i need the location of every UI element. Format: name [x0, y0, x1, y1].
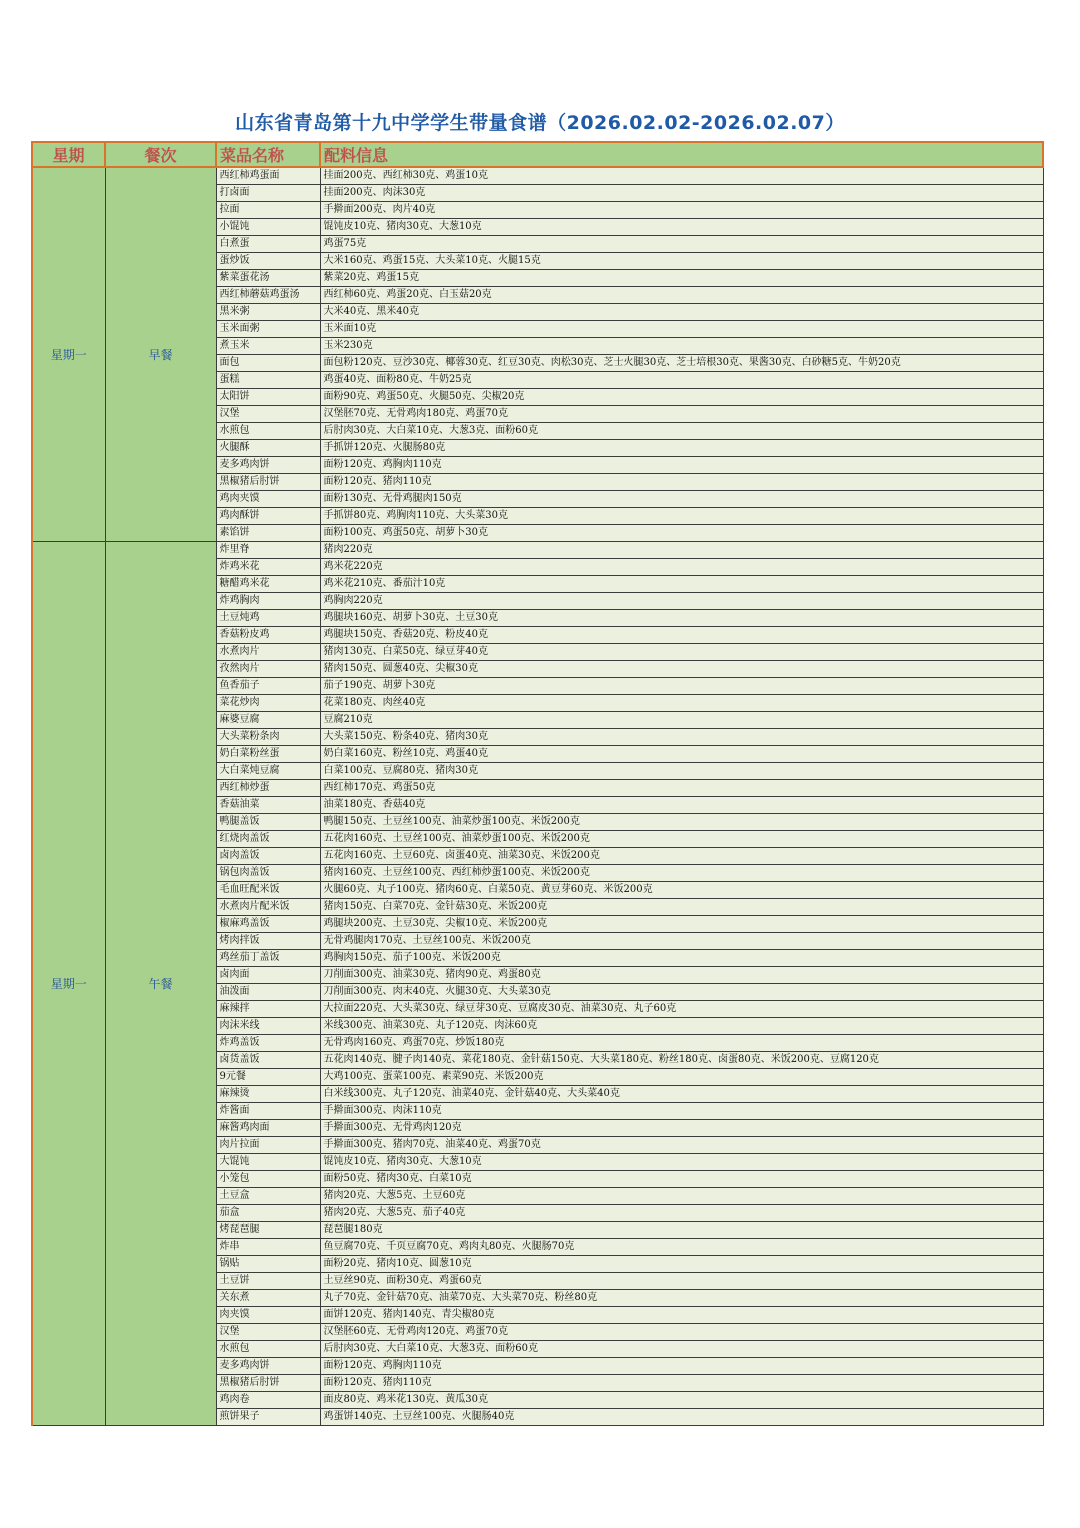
ingredients-cell: 猪肉160克、土豆丝100克、西红柿炒蛋100克、米饭200克 [320, 865, 1043, 882]
ingredients-cell: 鸡米花210克、番茄汁10克 [320, 576, 1043, 593]
ingredients-cell: 大米160克、鸡蛋15克、大头菜10克、火腿15克 [320, 253, 1043, 270]
dish-name-cell: 麦多鸡肉饼 [216, 457, 320, 474]
dish-name-cell: 火腿酥 [216, 440, 320, 457]
ingredients-cell: 猪肉150克、白菜70克、金针菇30克、米饭200克 [320, 899, 1043, 916]
ingredients-cell: 鸡蛋75克 [320, 236, 1043, 253]
table-row [32, 542, 1043, 559]
dish-name-cell: 水煎包 [216, 1341, 320, 1358]
ingredients-cell: 油菜180克、香菇40克 [320, 797, 1043, 814]
ingredients-cell: 鸡腿块200克、土豆30克、尖椒10克、米饭200克 [320, 916, 1043, 933]
ingredients-cell: 猪肉220克 [320, 542, 1043, 559]
dish-name-cell: 黑椒猪后肘饼 [216, 1375, 320, 1392]
header-meal: 餐次 [105, 142, 216, 167]
ingredients-cell: 西红柿170克、鸡蛋50克 [320, 780, 1043, 797]
ingredients-cell: 面粉120克、鸡胸肉110克 [320, 1358, 1043, 1375]
dish-name-cell: 毛血旺配米饭 [216, 882, 320, 899]
dish-name-cell: 烤琵琶腿 [216, 1222, 320, 1239]
dish-name-cell: 椒麻鸡盖饭 [216, 916, 320, 933]
dish-name-cell: 油泼面 [216, 984, 320, 1001]
meal-cell: 早餐 [105, 167, 216, 542]
menu-table [31, 141, 1044, 1426]
ingredients-cell: 土豆丝90克、面粉30克、鸡蛋60克 [320, 1273, 1043, 1290]
ingredients-cell: 火腿60克、丸子100克、猪肉60克、白菜50克、黄豆芽60克、米饭200克 [320, 882, 1043, 899]
ingredients-cell: 奶白菜160克、粉丝10克、鸡蛋40克 [320, 746, 1043, 763]
ingredients-cell: 刀削面300克、油菜30克、猪肉90克、鸡蛋80克 [320, 967, 1043, 984]
dish-name-cell: 茄盒 [216, 1205, 320, 1222]
ingredients-cell: 茄子190克、胡萝卜30克 [320, 678, 1043, 695]
dish-name-cell: 蛋糕 [216, 372, 320, 389]
dish-name-cell: 拉面 [216, 202, 320, 219]
dish-name-cell: 小笼包 [216, 1171, 320, 1188]
dish-name-cell: 面包 [216, 355, 320, 372]
ingredients-cell: 面粉20克、猪肉10克、圆葱10克 [320, 1256, 1043, 1273]
dish-name-cell: 卤货盖饭 [216, 1052, 320, 1069]
ingredients-cell: 丸子70克、金针菇70克、油菜70克、大头菜70克、粉丝80克 [320, 1290, 1043, 1307]
ingredients-cell: 紫菜20克、鸡蛋15克 [320, 270, 1043, 287]
dish-name-cell: 鸡肉酥饼 [216, 508, 320, 525]
ingredients-cell: 馄饨皮10克、猪肉30克、大葱10克 [320, 219, 1043, 236]
dish-name-cell: 小馄饨 [216, 219, 320, 236]
dish-name-cell: 鸡肉卷 [216, 1392, 320, 1409]
dish-name-cell: 菜花炒肉 [216, 695, 320, 712]
ingredients-cell: 刀削面300克、肉末40克、火腿30克、大头菜30克 [320, 984, 1043, 1001]
dish-name-cell: 炸串 [216, 1239, 320, 1256]
ingredients-cell: 白菜100克、豆腐80克、猪肉30克 [320, 763, 1043, 780]
dish-name-cell: 黑米粥 [216, 304, 320, 321]
dish-name-cell: 炸鸡胸肉 [216, 593, 320, 610]
header-dish: 菜品名称 [216, 142, 320, 167]
dish-name-cell: 黑椒猪后肘饼 [216, 474, 320, 491]
ingredients-cell: 豆腐210克 [320, 712, 1043, 729]
ingredients-cell: 鱼豆腐70克、千页豆腐70克、鸡肉丸80克、火腿肠70克 [320, 1239, 1043, 1256]
ingredients-cell: 无骨鸡肉160克、鸡蛋70克、炒饭180克 [320, 1035, 1043, 1052]
dish-name-cell: 白煮蛋 [216, 236, 320, 253]
ingredients-cell: 西红柿60克、鸡蛋20克、白玉菇20克 [320, 287, 1043, 304]
dish-name-cell: 9元餐 [216, 1069, 320, 1086]
dish-name-cell: 卤肉面 [216, 967, 320, 984]
dish-name-cell: 孜然肉片 [216, 661, 320, 678]
dish-name-cell: 土豆盒 [216, 1188, 320, 1205]
dish-name-cell: 鸭腿盖饭 [216, 814, 320, 831]
ingredients-cell: 无骨鸡腿肉170克、土豆丝100克、米饭200克 [320, 933, 1043, 950]
dish-name-cell: 大白菜炖豆腐 [216, 763, 320, 780]
ingredients-cell: 面粉120克、鸡胸肉110克 [320, 457, 1043, 474]
dish-name-cell: 素馅饼 [216, 525, 320, 542]
dish-name-cell: 锅贴 [216, 1256, 320, 1273]
ingredients-cell: 面皮80克、鸡米花130克、黄瓜30克 [320, 1392, 1043, 1409]
dish-name-cell: 西红柿炒蛋 [216, 780, 320, 797]
header-ingredients: 配料信息 [320, 142, 1043, 167]
dish-name-cell: 鸡丝茄丁盖饭 [216, 950, 320, 967]
ingredients-cell: 手擀面300克、无骨鸡肉120克 [320, 1120, 1043, 1137]
dish-name-cell: 水煮肉片 [216, 644, 320, 661]
header-day: 星期 [32, 142, 105, 167]
dish-name-cell: 土豆炖鸡 [216, 610, 320, 627]
ingredients-cell: 鸡米花220克 [320, 559, 1043, 576]
ingredients-cell: 面粉90克、鸡蛋50克、火腿50克、尖椒20克 [320, 389, 1043, 406]
ingredients-cell: 猪肉20克、大葱5克、茄子40克 [320, 1205, 1043, 1222]
ingredients-cell: 面粉120克、猪肉110克 [320, 1375, 1043, 1392]
dish-name-cell: 炸鸡米花 [216, 559, 320, 576]
ingredients-cell: 面粉50克、猪肉30克、白菜10克 [320, 1171, 1043, 1188]
dish-name-cell: 炸鸡盖饭 [216, 1035, 320, 1052]
ingredients-cell: 挂面200克、西红柿30克、鸡蛋10克 [320, 167, 1043, 185]
dish-name-cell: 大馄饨 [216, 1154, 320, 1171]
ingredients-cell: 汉堡胚70克、无骨鸡肉180克、鸡蛋70克 [320, 406, 1043, 423]
dish-name-cell: 西红柿鸡蛋面 [216, 167, 320, 185]
ingredients-cell: 面包粉120克、豆沙30克、椰蓉30克、红豆30克、肉松30克、芝士火腿30克、芝士培根30克、果酱30克、白砂糖5克、牛奶20克 [320, 355, 1043, 372]
dish-name-cell: 鱼香茄子 [216, 678, 320, 695]
dish-name-cell: 汉堡 [216, 1324, 320, 1341]
ingredients-cell: 鸡蛋饼140克、土豆丝100克、火腿肠40克 [320, 1409, 1043, 1426]
ingredients-cell: 大米40克、黑米40克 [320, 304, 1043, 321]
ingredients-cell: 鸡胸肉220克 [320, 593, 1043, 610]
ingredients-cell: 猪肉150克、圆葱40克、尖椒30克 [320, 661, 1043, 678]
dish-name-cell: 奶白菜粉丝蛋 [216, 746, 320, 763]
ingredients-cell: 琵琶腿180克 [320, 1222, 1043, 1239]
dish-name-cell: 打卤面 [216, 185, 320, 202]
day-cell: 星期一 [32, 167, 105, 542]
dish-name-cell: 麻婆豆腐 [216, 712, 320, 729]
ingredients-cell: 五花肉140克、腱子肉140克、菜花180克、金针菇150克、大头菜180克、粉丝180克、卤蛋80克、米饭200克、豆腐120克 [320, 1052, 1043, 1069]
menu-body [32, 167, 1043, 1426]
ingredients-cell: 手擀面300克、猪肉70克、油菜40克、鸡蛋70克 [320, 1137, 1043, 1154]
ingredients-cell: 鸭腿150克、土豆丝100克、油菜炒蛋100克、米饭200克 [320, 814, 1043, 831]
ingredients-cell: 花菜180克、肉丝40克 [320, 695, 1043, 712]
day-cell: 星期一 [32, 542, 105, 1426]
dish-name-cell: 炸里脊 [216, 542, 320, 559]
dish-name-cell: 肉沫米线 [216, 1018, 320, 1035]
ingredients-cell: 大拉面220克、大头菜30克、绿豆芽30克、豆腐皮30克、油菜30克、丸子60克 [320, 1001, 1043, 1018]
dish-name-cell: 水煮肉片配米饭 [216, 899, 320, 916]
ingredients-cell: 汉堡胚60克、无骨鸡肉120克、鸡蛋70克 [320, 1324, 1043, 1341]
dish-name-cell: 红烧肉盖饭 [216, 831, 320, 848]
ingredients-cell: 后肘肉30克、大白菜10克、大葱3克、面粉60克 [320, 423, 1043, 440]
dish-name-cell: 炸酱面 [216, 1103, 320, 1120]
ingredients-cell: 五花肉160克、土豆60克、卤蛋40克、油菜30克、米饭200克 [320, 848, 1043, 865]
dish-name-cell: 香菇油菜 [216, 797, 320, 814]
ingredients-cell: 后肘肉30克、大白菜10克、大葱3克、面粉60克 [320, 1341, 1043, 1358]
dish-name-cell: 肉片拉面 [216, 1137, 320, 1154]
dish-name-cell: 土豆饼 [216, 1273, 320, 1290]
dish-name-cell: 麻辣烫 [216, 1086, 320, 1103]
dish-name-cell: 煎饼果子 [216, 1409, 320, 1426]
dish-name-cell: 麦多鸡肉饼 [216, 1358, 320, 1375]
table-row [32, 167, 1043, 185]
ingredients-cell: 挂面200克、肉沫30克 [320, 185, 1043, 202]
ingredients-cell: 玉米面10克 [320, 321, 1043, 338]
dish-name-cell: 香菇粉皮鸡 [216, 627, 320, 644]
ingredients-cell: 大鸡100克、蛋菜100克、素菜90克、米饭200克 [320, 1069, 1043, 1086]
ingredients-cell: 馄饨皮10克、猪肉30克、大葱10克 [320, 1154, 1043, 1171]
dish-name-cell: 关东煮 [216, 1290, 320, 1307]
ingredients-cell: 猪肉130克、白菜50克、绿豆芽40克 [320, 644, 1043, 661]
ingredients-cell: 鸡腿块150克、香菇20克、粉皮40克 [320, 627, 1043, 644]
dish-name-cell: 煮玉米 [216, 338, 320, 355]
dish-name-cell: 西红柿蘑菇鸡蛋汤 [216, 287, 320, 304]
dish-name-cell: 蛋炒饭 [216, 253, 320, 270]
dish-name-cell: 麻酱鸡肉面 [216, 1120, 320, 1137]
dish-name-cell: 锅包肉盖饭 [216, 865, 320, 882]
ingredients-cell: 大头菜150克、粉条40克、猪肉30克 [320, 729, 1043, 746]
ingredients-cell: 手抓饼80克、鸡胸肉110克、大头菜30克 [320, 508, 1043, 525]
ingredients-cell: 手擀面200克、肉片40克 [320, 202, 1043, 219]
ingredients-cell: 白米线300克、丸子120克、油菜40克、金针菇40克、大头菜40克 [320, 1086, 1043, 1103]
ingredients-cell: 面粉120克、猪肉110克 [320, 474, 1043, 491]
ingredients-cell: 五花肉160克、土豆丝100克、油菜炒蛋100克、米饭200克 [320, 831, 1043, 848]
page-title: 山东省青岛第十九中学学生带量食谱（2026.02.02-2026.02.07） [235, 112, 845, 134]
dish-name-cell: 烤肉拌饭 [216, 933, 320, 950]
dish-name-cell: 汉堡 [216, 406, 320, 423]
dish-name-cell: 糖醋鸡米花 [216, 576, 320, 593]
ingredients-cell: 米线300克、油菜30克、丸子120克、肉沫60克 [320, 1018, 1043, 1035]
dish-name-cell: 肉夹馍 [216, 1307, 320, 1324]
dish-name-cell: 麻辣拌 [216, 1001, 320, 1018]
ingredients-cell: 玉米230克 [320, 338, 1043, 355]
meal-cell: 午餐 [105, 542, 216, 1426]
dish-name-cell: 太阳饼 [216, 389, 320, 406]
ingredients-cell: 鸡胸肉150克、茄子100克、米饭200克 [320, 950, 1043, 967]
ingredients-cell: 鸡蛋40克、面粉80克、牛奶25克 [320, 372, 1043, 389]
dish-name-cell: 鸡肉夹馍 [216, 491, 320, 508]
dish-name-cell: 紫菜蛋花汤 [216, 270, 320, 287]
ingredients-cell: 面粉100克、鸡蛋50克、胡萝卜30克 [320, 525, 1043, 542]
dish-name-cell: 水煎包 [216, 423, 320, 440]
ingredients-cell: 面粉130克、无骨鸡腿肉150克 [320, 491, 1043, 508]
ingredients-cell: 手抓饼120克、火腿肠80克 [320, 440, 1043, 457]
dish-name-cell: 玉米面粥 [216, 321, 320, 338]
dish-name-cell: 卤肉盖饭 [216, 848, 320, 865]
ingredients-cell: 猪肉20克、大葱5克、土豆60克 [320, 1188, 1043, 1205]
ingredients-cell: 鸡腿块160克、胡萝卜30克、土豆30克 [320, 610, 1043, 627]
ingredients-cell: 手擀面300克、肉沫110克 [320, 1103, 1043, 1120]
ingredients-cell: 面饼120克、猪肉140克、青尖椒80克 [320, 1307, 1043, 1324]
header-row [32, 142, 1043, 167]
dish-name-cell: 大头菜粉条肉 [216, 729, 320, 746]
